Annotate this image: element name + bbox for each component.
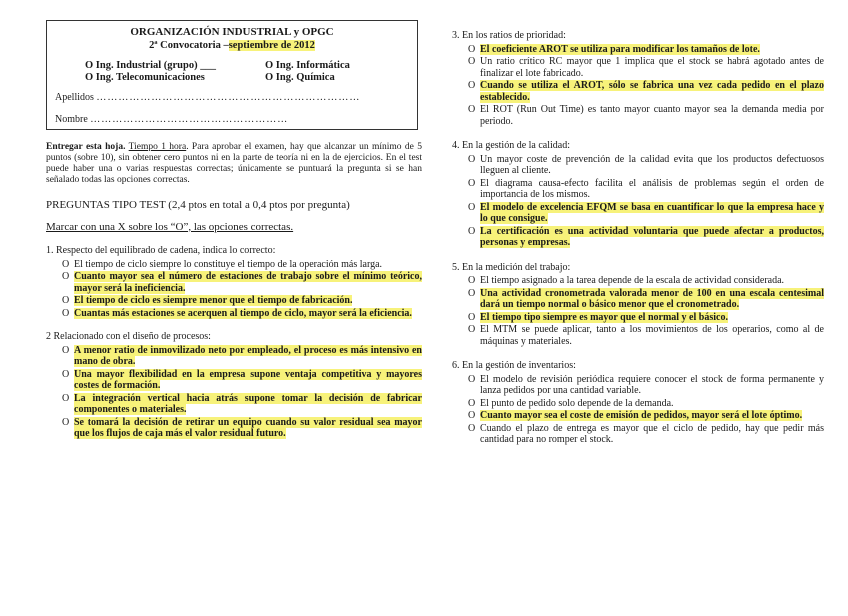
answer-circle[interactable]: O (62, 258, 70, 270)
answer-option[interactable] (468, 423, 824, 446)
answer-text: El modelo de revisión periódica requiere conocer el stock de forma permanente y lanza pedidos por una cantidad variable. (480, 373, 824, 396)
answer-option[interactable] (468, 398, 824, 410)
answer-option[interactable] (468, 178, 824, 201)
answer-option[interactable] (62, 308, 422, 320)
answer-option[interactable] (468, 44, 824, 56)
answer-option[interactable] (62, 393, 422, 416)
answer-text: El tiempo asignado a la tarea depende de la escala de actividad considerada. (480, 275, 785, 286)
nombre-label: Nombre (55, 113, 88, 125)
answer-circle[interactable]: O (62, 416, 70, 428)
answer-text: Un ratio crítico RC mayor que 1 implica que el stock se habrá agotado antes de finalizar el lote fabricado. (480, 56, 824, 79)
question-2 (46, 331, 422, 440)
answer-option[interactable] (468, 154, 824, 177)
answer-circle[interactable]: O (468, 177, 476, 189)
answer-text: La integración vertical hacia atrás supone tomar la decisión de fabricar componentes o materiales. (74, 392, 422, 415)
apellidos-dots: ……………………………………………………………… (96, 92, 361, 103)
answer-circle[interactable]: O (468, 373, 476, 385)
options-list (452, 374, 824, 446)
question-3 (452, 30, 824, 127)
answer-text: La certificación es una actividad voluntaria que puede afectar a productos, personas y empresas. (480, 225, 824, 248)
instructions-time: Tiempo 1 hora (128, 142, 187, 152)
answer-circle[interactable]: O (468, 153, 476, 165)
answer-circle[interactable]: O (468, 225, 476, 237)
answer-text: Cuando el plazo de entrega es mayor que el ciclo de pedido, hay que pedir más cantidad para no romper el stock. (480, 422, 824, 445)
answer-circle[interactable]: O (468, 43, 476, 55)
answer-option[interactable] (468, 202, 824, 225)
options-list (46, 259, 422, 320)
answer-circle[interactable]: O (62, 271, 70, 282)
question-4 (452, 140, 824, 249)
degree-option[interactable]: O Ing. Industrial (grupo) ___ (85, 60, 216, 71)
instructions-bold: Entregar esta hoja. (46, 142, 126, 152)
left-column (46, 20, 422, 441)
answer-circle[interactable]: O (468, 397, 476, 409)
instructions (46, 142, 422, 186)
section-title: PREGUNTAS TIPO TEST (2,4 ptos en total a 0,4 ptos por pregunta) (46, 199, 350, 211)
answer-circle[interactable]: O (468, 104, 476, 115)
question-stem: 6. En la gestión de inventarios: (452, 360, 576, 371)
nombre-dots: ……………………………………………… (90, 113, 289, 125)
answer-text: El modelo de excelencia EFQM se basa en cuantificar lo que la empresa hace y lo que consigue. (480, 201, 824, 224)
answer-option[interactable] (62, 295, 422, 307)
answer-option[interactable] (468, 374, 824, 397)
question-1 (46, 245, 422, 319)
answer-circle[interactable]: O (468, 287, 476, 299)
left-questions (46, 245, 422, 440)
answer-option[interactable] (468, 104, 824, 127)
apellidos-field[interactable] (55, 92, 409, 104)
question-5 (452, 262, 824, 348)
exam-session (55, 39, 409, 52)
answer-circle[interactable]: O (468, 275, 476, 286)
degree-option[interactable]: O Ing. Informática (265, 60, 350, 71)
question-6 (452, 360, 824, 446)
instructions-text: . Para aprobar el examen, hay que alcanzar un mínimo de 5 puntos (sobre 10), sin obtener cero puntos ni en la parte de teoría ni en la de ejercicios. En el test puede haber una o varias respuestas correctas; únicamente se puntuará la pregunta si se han señalado todas las opciones correctas. (46, 142, 422, 185)
answer-circle[interactable]: O (468, 422, 476, 434)
answer-circle[interactable]: O (468, 311, 476, 323)
header-box (46, 20, 418, 130)
answer-text: El MTM se puede aplicar, tanto a los movimientos de los operarios, como al de máquinas y materiales. (480, 324, 824, 347)
answer-text: Cuantas más estaciones se acerquen al tiempo de ciclo, mayor será la eficiencia. (74, 307, 412, 319)
question-stem: 5. En la medición del trabajo: (452, 261, 571, 273)
question-stem: 1. Respecto del equilibrado de cadena, indica lo correcto: (46, 245, 276, 256)
answer-text: Cuando se utiliza el AROT, sólo se fabrica una vez cada pedido en el plazo establecido. (480, 80, 824, 103)
answer-text: El tiempo de ciclo es siempre menor que el tiempo de fabricación. (74, 295, 353, 306)
options-list (452, 154, 824, 249)
answer-text: Se tomará la decisión de retirar un equipo cuando su valor residual sea mayor que los flujos de caja más el valor residual futuro. (74, 416, 422, 439)
answer-option[interactable] (468, 275, 824, 287)
answer-circle[interactable]: O (62, 295, 70, 306)
answer-circle[interactable]: O (468, 201, 476, 213)
options-list (46, 345, 422, 440)
right-column (452, 30, 824, 447)
options-list (452, 44, 824, 128)
answer-circle[interactable]: O (468, 56, 476, 67)
question-stem: 2 Relacionado con el diseño de procesos: (46, 331, 211, 342)
question-stem: 4. En la gestión de la calidad: (452, 140, 571, 151)
degree-option[interactable]: O Ing. Telecomunicaciones (85, 72, 205, 83)
answer-option[interactable] (468, 80, 824, 103)
answer-option[interactable] (468, 288, 824, 311)
answer-option[interactable] (468, 324, 824, 347)
answer-text: Cuanto mayor sea el número de estaciones de trabajo sobre el mínimo teórico, mayor será la ineficiencia. (74, 271, 422, 294)
answer-text: El tiempo de ciclo siempre lo constituye el tiempo de la operación más larga. (74, 258, 383, 270)
answer-text: A menor ratio de inmovilizado neto por empleado, el proceso es más intensivo en mano de obra. (74, 344, 422, 367)
degree-option[interactable]: O Ing. Química (265, 72, 335, 83)
answer-option[interactable] (468, 226, 824, 249)
answer-option[interactable] (468, 56, 824, 79)
exam-title: ORGANIZACIÓN INDUSTRIAL y OPGC (130, 26, 334, 38)
answer-option[interactable] (62, 369, 422, 392)
question-stem: 3. En los ratios de prioridad: (452, 30, 566, 41)
answer-circle[interactable]: O (62, 344, 70, 356)
apellidos-label: Apellidos (55, 92, 94, 103)
answer-option[interactable] (468, 312, 824, 324)
nombre-field[interactable] (55, 114, 409, 126)
answer-option[interactable] (62, 259, 422, 271)
answer-text: Un mayor coste de prevención de la calidad evita que los productos defectuosos lleguen al cliente. (480, 153, 824, 176)
options-list (452, 275, 824, 347)
answer-text: El ROT (Run Out Time) es tanto mayor cuanto mayor sea la demanda media por periodo. (480, 104, 824, 127)
convocatoria-label: 2ª Convocatoria – (149, 40, 229, 51)
answer-text: Una actividad cronometrada valorada menor de 100 en una escala centesimal dará un tiempo normal o básico menor que el cronometrado. (480, 287, 824, 310)
answer-option[interactable] (62, 345, 422, 368)
answer-option[interactable] (62, 271, 422, 294)
answer-circle[interactable]: O (468, 80, 476, 91)
answer-text: El tiempo tipo siempre es mayor que el normal y el básico. (480, 311, 728, 323)
answer-text: El coeficiente AROT se utiliza para modificar los tamaños de lote. (480, 43, 760, 55)
degree-options (85, 60, 409, 84)
answer-text: Cuanto mayor sea el coste de emisión de pedidos, mayor será el lote óptimo. (480, 410, 803, 421)
answer-text: Una mayor flexibilidad en la empresa supone ventaja competitiva y mayores costes de formación. (74, 368, 422, 391)
section-subtitle: Marcar con una X sobre los “O”, las opciones correctas. (46, 220, 294, 233)
answer-circle[interactable]: O (62, 392, 70, 404)
exam-date: septiembre de 2012 (228, 40, 315, 51)
answer-text: El punto de pedido solo depende de la demanda. (480, 397, 674, 409)
answer-circle[interactable]: O (468, 324, 476, 335)
answer-circle[interactable]: O (62, 368, 70, 380)
answer-circle[interactable]: O (468, 410, 476, 421)
answer-text: El diagrama causa-efecto facilita el análisis de problemas según el orden de importancia de los mismos. (480, 177, 824, 200)
answer-option[interactable] (62, 417, 422, 440)
answer-option[interactable] (468, 410, 824, 422)
answer-circle[interactable]: O (62, 307, 70, 319)
